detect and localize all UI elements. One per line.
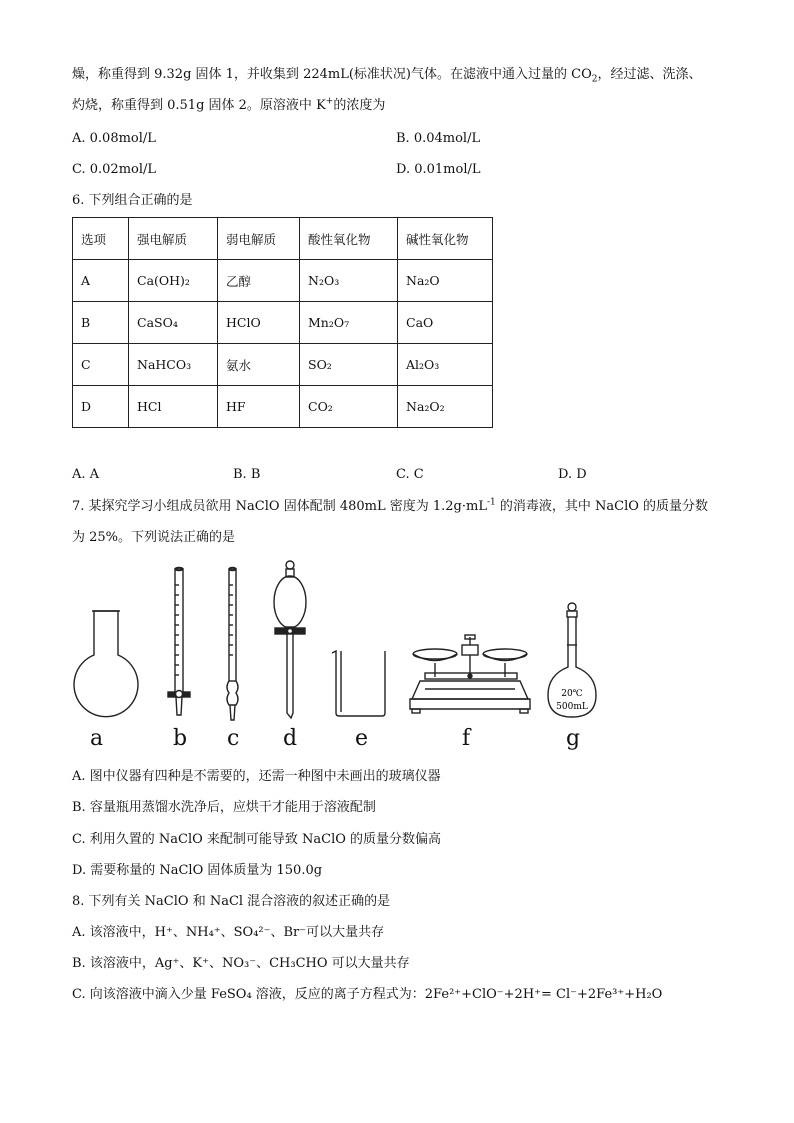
table-header-row bbox=[73, 218, 493, 260]
q7-option-a: A. 图中仪器有四种是不需要的，还需一种图中未画出的玻璃仪器 bbox=[72, 769, 441, 784]
q8-option-c: C. 向该溶液中滴入少量 FeSO₄ 溶液，反应的离子方程式为：2Fe²⁺+ClO⁻+2H⁺= Cl⁻+2Fe³⁺+H₂O bbox=[72, 987, 663, 1002]
apparatus-label-d: d bbox=[283, 726, 298, 751]
q5-option-a: A. 0.08mol/L bbox=[72, 131, 156, 146]
q5-text: 灼烧，称重得到 0.51g 固体 2。原溶液中 K bbox=[72, 98, 326, 113]
apparatus-label-e: e bbox=[355, 726, 369, 751]
apparatus-label-a: a bbox=[90, 726, 104, 751]
apparatus-label-b: b bbox=[173, 726, 188, 751]
table-cell: CaO bbox=[398, 302, 493, 344]
table-cell: CaSO₄ bbox=[129, 302, 218, 344]
flask-label-temp: 20℃ bbox=[561, 689, 583, 699]
q5-option-c: C. 0.02mol/L bbox=[72, 162, 157, 177]
table-cell: Al₂O₃ bbox=[398, 344, 493, 386]
q7-text: 7. 某探究学习小组成员欲用 NaClO 固体配制 480mL 密度为 1.2g·mL bbox=[72, 499, 487, 514]
table-row bbox=[73, 386, 493, 428]
q5-text: 燥，称重得到 9.32g 固体 1，并收集到 224mL(标准状况)气体。在滤液中通入过量的 CO bbox=[72, 67, 592, 82]
table-cell: C bbox=[73, 344, 129, 386]
separatory-funnel-icon bbox=[274, 561, 306, 718]
q5-line-2 bbox=[72, 97, 385, 115]
table-header-cell: 酸性氧化物 bbox=[300, 218, 398, 260]
burette-with-stopcock-icon bbox=[168, 568, 190, 716]
apparatus-label-c: c bbox=[227, 726, 240, 751]
table-cell: D bbox=[73, 386, 129, 428]
q8-option-a: A. 该溶液中，H⁺、NH₄⁺、SO₄²⁻、Br⁻可以大量共存 bbox=[72, 925, 385, 940]
q5-text: 的浓度为 bbox=[333, 98, 386, 113]
q6-stem: 6. 下列组合正确的是 bbox=[72, 193, 193, 208]
table-cell: N₂O₃ bbox=[300, 260, 398, 302]
table-cell: Mn₂O₇ bbox=[300, 302, 398, 344]
q5-sup: + bbox=[325, 96, 334, 107]
table-row bbox=[73, 260, 493, 302]
table-cell: CO₂ bbox=[300, 386, 398, 428]
q7-option-d: D. 需要称量的 NaClO 固体质量为 150.0g bbox=[72, 863, 323, 878]
table-cell: A bbox=[73, 260, 129, 302]
table-cell: Ca(OH)₂ bbox=[129, 260, 218, 302]
table-cell: HCl bbox=[129, 386, 218, 428]
table-header-cell: 强电解质 bbox=[129, 218, 218, 260]
apparatus-label-g: g bbox=[566, 726, 581, 751]
table-header-cell: 选项 bbox=[73, 218, 129, 260]
table-cell: SO₂ bbox=[300, 344, 398, 386]
q8-option-b: B. 该溶液中，Ag⁺、K⁺、NO₃⁻、CH₃CHO 可以大量共存 bbox=[72, 956, 410, 971]
table-row bbox=[73, 302, 493, 344]
q6-option-c: C. C bbox=[396, 467, 424, 482]
q7-stem-line-2: 为 25%。下列说法正确的是 bbox=[72, 530, 236, 545]
q7-stem-line-1 bbox=[72, 498, 708, 516]
base-burette-icon bbox=[227, 568, 238, 721]
apparatus-label-f: f bbox=[462, 726, 471, 751]
volumetric-flask-icon bbox=[548, 603, 596, 717]
q8-stem: 8. 下列有关 NaClO 和 NaCl 混合溶液的叙述正确的是 bbox=[72, 894, 391, 909]
q7-sup: -1 bbox=[486, 497, 496, 508]
table-cell: 乙醇 bbox=[218, 260, 300, 302]
q6-option-d: D. D bbox=[558, 467, 587, 482]
table-cell: Na₂O bbox=[398, 260, 493, 302]
q6-option-b: B. B bbox=[233, 467, 261, 482]
balance-scale-icon bbox=[410, 635, 530, 713]
q7-option-b: B. 容量瓶用蒸馏水洗净后，应烘干才能用于溶液配制 bbox=[72, 800, 376, 815]
q5-text: ，经过滤、洗涤、 bbox=[597, 67, 702, 82]
table-cell: Na₂O₂ bbox=[398, 386, 493, 428]
table-header-cell: 碱性氧化物 bbox=[398, 218, 493, 260]
table-cell: NaHCO₃ bbox=[129, 344, 218, 386]
table-cell: HClO bbox=[218, 302, 300, 344]
q5-sub: 2 bbox=[591, 74, 598, 85]
flask-label-volume: 500mL bbox=[556, 702, 588, 712]
q7-text: 的消毒液，其中 NaClO 的质量分数 bbox=[495, 499, 709, 514]
table-row bbox=[73, 344, 493, 386]
table-cell: HF bbox=[218, 386, 300, 428]
q5-line-1 bbox=[72, 66, 701, 84]
apparatus-figure bbox=[60, 555, 620, 730]
table-header-cell: 弱电解质 bbox=[218, 218, 300, 260]
q5-option-d: D. 0.01mol/L bbox=[396, 162, 481, 177]
table-cell: 氨水 bbox=[218, 344, 300, 386]
q6-table bbox=[72, 217, 493, 428]
round-bottom-flask-icon bbox=[74, 611, 138, 717]
q5-option-b: B. 0.04mol/L bbox=[396, 131, 481, 146]
beaker-icon bbox=[332, 651, 385, 716]
q6-option-a: A. A bbox=[72, 467, 100, 482]
q7-option-c: C. 利用久置的 NaClO 来配制可能导致 NaClO 的质量分数偏高 bbox=[72, 832, 442, 847]
table-cell: B bbox=[73, 302, 129, 344]
